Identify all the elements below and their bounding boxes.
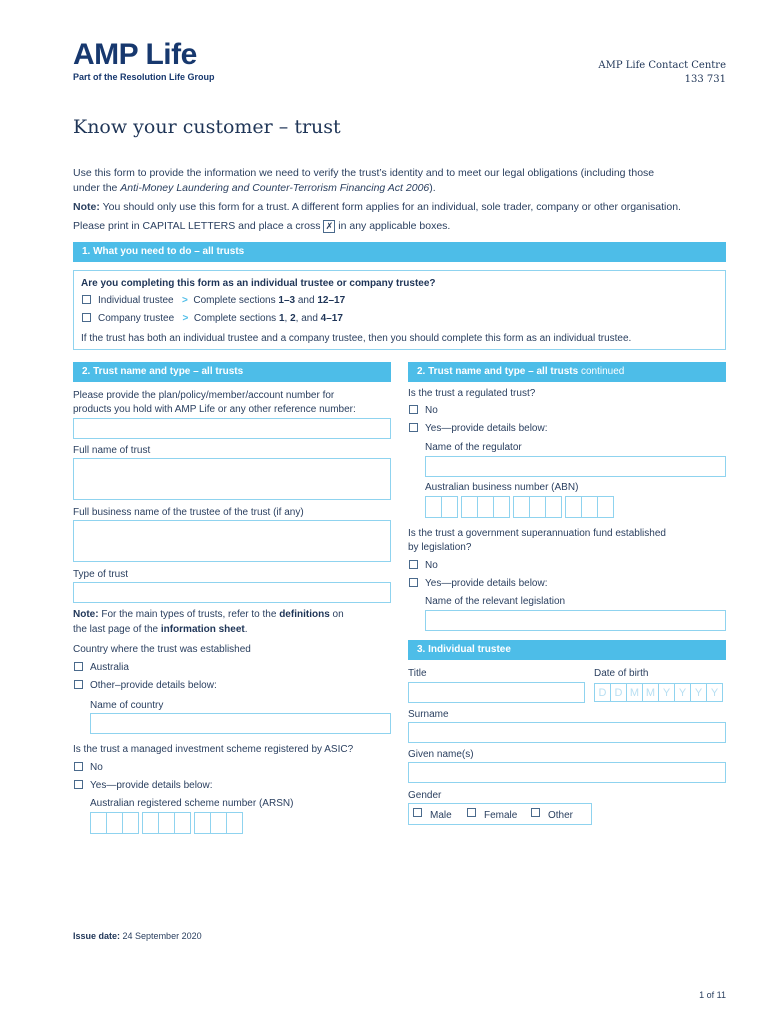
female-label: Female: [484, 810, 518, 821]
gov-fund-yes-checkbox[interactable]: [409, 578, 418, 587]
country-name-input[interactable]: [90, 713, 391, 734]
chevron-right-icon: >: [181, 295, 188, 306]
individual-trustee-option: Individual trustee > Complete sections 1–3 and 12–17: [98, 295, 346, 306]
gov-fund-question-line1: Is the trust a government superannuation fund established: [408, 528, 666, 539]
business-name-label: Full business name of the trustee of the trust (if any): [73, 507, 304, 518]
intro-line1: Use this form to provide the information we need to verify the trust’s identity and to meet our legal obligations (including those: [73, 167, 655, 179]
male-label: Male: [430, 810, 452, 821]
full-name-label: Full name of trust: [73, 445, 151, 456]
trust-type-input[interactable]: [73, 582, 391, 603]
trust-type-note-line1: Note: For the main types of trusts, refer to the definitions on: [73, 609, 344, 620]
mis-yes-checkbox[interactable]: [74, 780, 83, 789]
regulated-no-checkbox[interactable]: [409, 405, 418, 414]
dob-month-1[interactable]: M: [626, 683, 643, 702]
intro-act-post: ).: [429, 182, 436, 194]
print-pre: Please print in CAPITAL LETTERS and place a cross: [73, 220, 324, 232]
business-name-input[interactable]: [73, 520, 391, 562]
intro-note: [73, 200, 733, 215]
issue-date-value: 24 September 2020: [120, 931, 202, 941]
regulated-no-label: No: [425, 405, 438, 416]
section2-continued-bar: [408, 362, 726, 382]
section1-bar: 1. What you need to do – all trusts: [73, 242, 726, 262]
dob-year-4[interactable]: Y: [706, 683, 723, 702]
company-trustee-option: Company trustee > Complete sections 1, 2, and 4–17: [98, 313, 343, 324]
print-post: in any applicable boxes.: [335, 220, 451, 232]
surname-label: Surname: [408, 709, 449, 720]
legislation-input[interactable]: [425, 610, 726, 631]
title-input[interactable]: [408, 682, 585, 703]
mis-question: Is the trust a managed investment scheme registered by ASIC?: [73, 744, 354, 755]
page-number: 1 of 11: [699, 990, 726, 1000]
section2-bar: 2. Trust name and type – all trusts: [73, 362, 391, 382]
gov-fund-no-checkbox[interactable]: [409, 560, 418, 569]
gender-label: Gender: [408, 790, 442, 801]
gov-fund-yes-label: Yes—provide details below:: [425, 578, 548, 589]
section1-question: Are you completing this form as an individual trustee or company trustee?: [81, 278, 436, 289]
dob-year-1[interactable]: Y: [658, 683, 675, 702]
legislation-label: Name of the relevant legislation: [425, 596, 566, 607]
other-country-checkbox[interactable]: [74, 680, 83, 689]
intro-line2: [73, 181, 733, 196]
trust-type-note-line2: the last page of the information sheet.: [73, 624, 248, 635]
plan-question-line2: products you hold with AMP Life or any other reference number:: [73, 404, 356, 415]
gov-fund-no-label: No: [425, 560, 438, 571]
regulator-label: Name of the regulator: [425, 442, 522, 453]
regulated-question: Is the trust a regulated trust?: [408, 388, 536, 399]
intro-paragraph: [73, 166, 733, 196]
dob-year-3[interactable]: Y: [690, 683, 707, 702]
trust-type-label: Type of trust: [73, 569, 129, 580]
contact-phone: 133 731: [684, 74, 726, 85]
male-checkbox[interactable]: [413, 808, 422, 817]
intro-act-pre: under the: [73, 182, 121, 194]
regulator-input[interactable]: [425, 456, 726, 477]
section2-continued-suffix: continued: [578, 366, 625, 377]
arsn-label: Australian registered scheme number (ARSN): [90, 798, 294, 809]
regulated-yes-label: Yes—provide details below:: [425, 423, 548, 434]
issue-date-label: Issue date:: [73, 931, 121, 941]
abn-input[interactable]: [425, 496, 613, 518]
female-checkbox[interactable]: [467, 808, 476, 817]
regulated-yes-checkbox[interactable]: [409, 423, 418, 432]
contact-line1: AMP Life Contact Centre: [598, 60, 726, 71]
intro-print-instruction: [73, 219, 733, 234]
section3-bar: 3. Individual trustee: [408, 640, 726, 660]
australia-label: Australia: [90, 662, 129, 673]
intro-note-label: Note:: [73, 201, 100, 213]
country-question: Country where the trust was established: [73, 644, 251, 655]
given-names-input[interactable]: [408, 762, 726, 783]
dob-day-1[interactable]: D: [594, 683, 611, 702]
plan-question-line1: Please provide the plan/policy/member/account number for: [73, 390, 335, 401]
logo-sub-text: Part of the Resolution Life Group: [73, 72, 215, 82]
issue-date: [73, 930, 202, 943]
contact-centre: [598, 59, 726, 87]
chevron-right-icon: >: [182, 313, 189, 324]
other-gender-label: Other: [548, 810, 574, 821]
dob-day-2[interactable]: D: [610, 683, 627, 702]
dob-label: Date of birth: [594, 668, 649, 679]
mis-no-label: No: [90, 762, 103, 773]
arsn-input[interactable]: [90, 812, 242, 834]
other-gender-checkbox[interactable]: [531, 808, 540, 817]
dob-month-2[interactable]: M: [642, 683, 659, 702]
country-name-label: Name of country: [90, 700, 164, 711]
gov-fund-question-line2: by legislation?: [408, 542, 472, 553]
page-title: Know your customer – trust: [73, 116, 341, 138]
given-names-label: Given name(s): [408, 749, 474, 760]
mis-no-checkbox[interactable]: [74, 762, 83, 771]
section1-footer: If the trust has both an individual trustee and a company trustee, then you should complete this form as an individual trustee.: [81, 333, 632, 344]
mis-yes-label: Yes—provide details below:: [90, 780, 213, 791]
individual-trustee-checkbox[interactable]: [82, 295, 91, 304]
surname-input[interactable]: [408, 722, 726, 743]
dob-input[interactable]: [594, 683, 722, 702]
australia-checkbox[interactable]: [74, 662, 83, 671]
amp-life-logo: [73, 40, 215, 82]
company-trustee-checkbox[interactable]: [82, 313, 91, 322]
dob-year-2[interactable]: Y: [674, 683, 691, 702]
intro-note-text: You should only use this form for a trust. A different form applies for an individual, sole trader, company or other organisation.: [99, 201, 681, 213]
other-country-label: Other–provide details below:: [90, 680, 217, 691]
full-name-input[interactable]: [73, 458, 391, 500]
logo-main-text: AMP Life: [73, 38, 197, 71]
title-label: Title: [408, 668, 427, 679]
plan-number-input[interactable]: [73, 418, 391, 439]
cross-mark-icon: ✗: [323, 220, 335, 233]
abn-label: Australian business number (ABN): [425, 482, 579, 493]
section2-continued-title: 2. Trust name and type – all trusts: [417, 366, 579, 377]
intro-act-name: Anti-Money Laundering and Counter-Terrorism Financing Act 2006: [120, 182, 430, 194]
